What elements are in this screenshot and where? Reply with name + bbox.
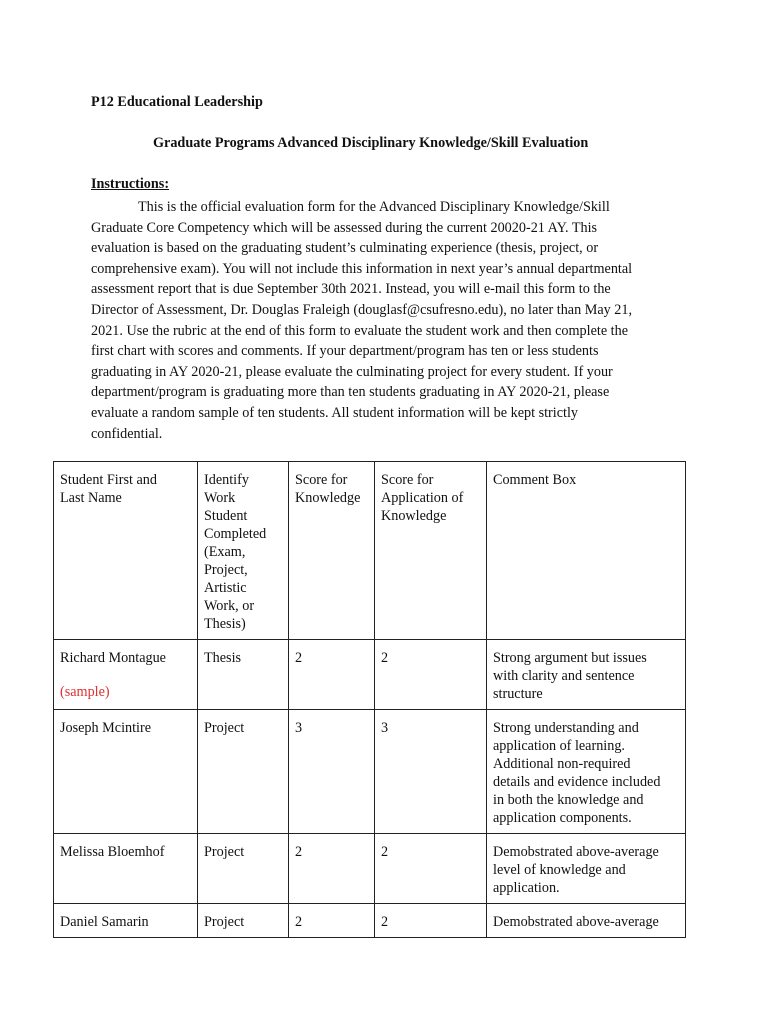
cell-line: Thesis): [204, 616, 246, 632]
instructions-paragraph: [91, 197, 632, 444]
student-name: Richard Montague: [60, 650, 166, 666]
cell-line: structure: [493, 686, 543, 702]
cell-line: Strong understanding and: [493, 720, 639, 736]
cell-line: Demobstrated above-average: [493, 844, 659, 860]
cell-line: Artistic: [204, 580, 247, 596]
cell-line: Identify: [204, 472, 249, 488]
student-name-cell: [54, 710, 198, 834]
comment-cell: [487, 710, 686, 834]
instructions-line: graduating in AY 2020-21, please evaluate the culminating project for every student. If your: [91, 363, 613, 380]
cell-line: in both the knowledge and: [493, 792, 644, 808]
cell-line: Knowledge: [381, 508, 447, 524]
instructions-line: first chart with scores and comments. If your department/program has ten or less students: [91, 343, 599, 360]
table-row: [54, 640, 686, 710]
cell-line: Comment Box: [493, 472, 577, 488]
header-application-score: [375, 462, 487, 640]
instructions-line: 2021. Use the rubric at the end of this form to evaluate the student work and then complete the: [91, 322, 628, 339]
cell-line: Demobstrated above-average: [493, 914, 659, 930]
cell-line: Application of: [381, 490, 464, 506]
student-name-cell: [54, 834, 198, 904]
organization-heading: P12 Educational Leadership: [91, 94, 263, 110]
cell-line: Additional non-required: [493, 756, 631, 772]
instructions-line: department/program is graduating more than ten students graduating in AY 2020-21, please: [91, 384, 610, 401]
form-title: Graduate Programs Advanced Disciplinary Knowledge/Skill Evaluation: [153, 135, 589, 151]
instructions-line: evaluation is based on the graduating student’s culminating experience (thesis, project, or: [91, 240, 599, 257]
evaluation-table: [53, 461, 686, 938]
knowledge-score-cell: 2: [289, 904, 375, 938]
cell-line: Last Name: [60, 490, 122, 506]
student-name: Melissa Bloemhof: [60, 844, 165, 860]
application-score-cell: 2: [375, 834, 487, 904]
instructions-line: comprehensive exam). You will not include this information in next year’s annual departmental: [91, 260, 633, 277]
student-name: Joseph Mcintire: [60, 720, 152, 736]
instructions-line: Graduate Core Competency which will be assessed during the current 20020-21 AY. This: [91, 219, 598, 236]
sample-note: (sample): [60, 684, 110, 700]
cell-line: with clarity and sentence: [493, 668, 635, 684]
cell-line: Strong argument but issues: [493, 650, 647, 666]
cell-line: level of knowledge and: [493, 862, 626, 878]
comment-cell: [487, 904, 686, 938]
application-score-cell: 2: [375, 640, 487, 710]
instructions-label: Instructions:: [91, 176, 170, 192]
cell-line: Score for: [295, 472, 348, 488]
header-work: [198, 462, 289, 640]
cell-line: Work: [204, 490, 236, 506]
cell-line: Completed: [204, 526, 267, 542]
header-student-name: [54, 462, 198, 640]
cell-line: application.: [493, 880, 560, 896]
header-comment: [487, 462, 686, 640]
student-name-cell: [54, 904, 198, 938]
work-type-cell: Project: [198, 834, 289, 904]
work-type-cell: Project: [198, 710, 289, 834]
cell-line: Knowledge: [295, 490, 361, 506]
work-type-cell: Project: [198, 904, 289, 938]
cell-line: Project,: [204, 562, 248, 578]
instructions-line: evaluate a random sample of ten students. All student information will be kept strictly: [91, 404, 578, 421]
header-knowledge-score: [289, 462, 375, 640]
student-name: Daniel Samarin: [60, 914, 149, 930]
cell-line: Student: [204, 508, 248, 524]
cell-line: details and evidence included: [493, 774, 661, 790]
instructions-line: confidential.: [91, 425, 163, 442]
table-row: [54, 904, 686, 938]
instructions-line: assessment report that is due September 30th 2021. Instead, you will e-mail this form to the: [91, 281, 611, 298]
comment-cell: [487, 834, 686, 904]
table-header-row: [54, 462, 686, 640]
cell-line: Score for: [381, 472, 434, 488]
table-row: [54, 710, 686, 834]
cell-line: Student First and: [60, 472, 157, 488]
cell-line: (Exam,: [204, 544, 246, 560]
knowledge-score-cell: 2: [289, 640, 375, 710]
cell-line: application of learning.: [493, 738, 625, 754]
cell-line: application components.: [493, 810, 632, 826]
work-type-cell: Thesis: [198, 640, 289, 710]
instructions-line: Director of Assessment, Dr. Douglas Fraleigh (douglasf@csufresno.edu), no later than May 21,: [91, 301, 633, 318]
cell-line: Work, or: [204, 598, 255, 614]
application-score-cell: 3: [375, 710, 487, 834]
instructions-line: This is the official evaluation form for the Advanced Disciplinary Knowledge/Skill: [138, 199, 610, 215]
application-score-cell: 2: [375, 904, 487, 938]
knowledge-score-cell: 2: [289, 834, 375, 904]
knowledge-score-cell: 3: [289, 710, 375, 834]
comment-cell: [487, 640, 686, 710]
student-name-cell: [54, 640, 198, 710]
table-row: [54, 834, 686, 904]
